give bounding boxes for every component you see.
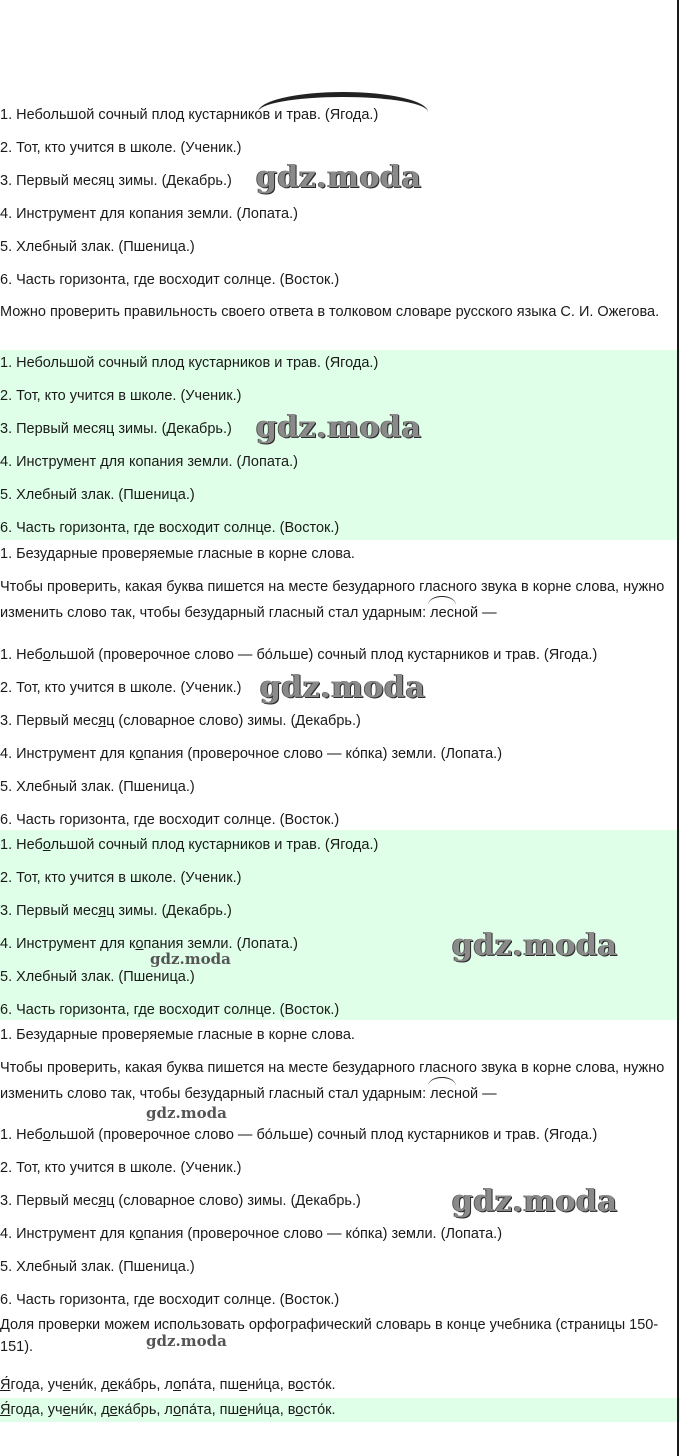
- watermark-logo: gdz.moda: [452, 1184, 618, 1219]
- answer-line-1: 1. Небольшой сочный плод кустарников и трав. (Ягода.): [0, 107, 379, 123]
- answer-line-2: 2. Тот, кто учится в школе. (Ученик.): [0, 680, 242, 696]
- answer-line-3: 3. Первый месяц зимы. (Декабрь.): [0, 173, 232, 189]
- watermark-logo: gdz.moda: [260, 670, 426, 705]
- answer-line-6: 6. Часть горизонта, где восходит солнце. (Восток.): [0, 812, 340, 828]
- answer-line-4: 4. Инструмент для копания земли. (Лопата.): [0, 454, 298, 470]
- answer-line-4: 4. Инструмент для копания (проверочное слово — ко́пка) земли. (Лопата.): [0, 1226, 503, 1242]
- rule-text: Чтобы проверить, какая буква пишется на месте безударного гласного звука в корне слова, нужно изменить слово так, чтобы безударный гласный стал ударным: лесной —: [0, 1055, 672, 1107]
- answer-line-1: 1. Небольшой сочный плод кустарников и трав. (Ягода.): [0, 837, 379, 853]
- answer-line-5: 5. Хлебный злак. (Пшеница.): [0, 487, 195, 503]
- answer-line-2: 2. Тот, кто учится в школе. (Ученик.): [0, 870, 242, 886]
- watermark-logo: gdz.moda: [256, 160, 422, 195]
- answer-line-6: 6. Часть горизонта, где восходит солнце. (Восток.): [0, 1002, 340, 1018]
- answer-line-2: 2. Тот, кто учится в школе. (Ученик.): [0, 388, 242, 404]
- answer-block-highlighted: [0, 350, 680, 540]
- root-mark: лес: [430, 600, 454, 626]
- answer-line-6: 6. Часть горизонта, где восходит солнце. (Восток.): [0, 520, 340, 536]
- answer-line-4: 4. Инструмент для копания (проверочное слово — ко́пка) земли. (Лопата.): [0, 746, 503, 762]
- answer-line-1: 1. Небольшой (проверочное слово — бо́льше) сочный плод кустарников и трав. (Ягода.): [0, 647, 598, 663]
- answer-line-3: 3. Первый месяц зимы. (Декабрь.): [0, 421, 232, 437]
- answer-line-1: 1. Небольшой сочный плод кустарников и трав. (Ягода.): [0, 355, 379, 371]
- right-border-line: [677, 0, 679, 1456]
- answer-line-6: 6. Часть горизонта, где восходит солнце. (Восток.): [0, 1292, 340, 1308]
- rule-title: 1. Безударные проверяемые гласные в корне слова.: [0, 546, 355, 562]
- answer-line-4: 4. Инструмент для копания земли. (Лопата.): [0, 936, 298, 952]
- watermark-logo-small: gdz.moda: [146, 1104, 227, 1122]
- answer-line-3: 3. Первый месяц (словарное слово) зимы. (Декабрь.): [0, 713, 361, 729]
- answer-line-6: 6. Часть горизонта, где восходит солнце. (Восток.): [0, 272, 340, 288]
- top-blank-area: [0, 0, 680, 100]
- answer-words: Я́года, учени́к, дека́брь, лопа́та, пшени́ца, восто́к.: [0, 1377, 336, 1393]
- answer-block-underlined: [0, 830, 680, 1020]
- ozhegov-note: Можно проверить правильность своего ответа в толковом словаре русского языка С. И. Ожегова.: [0, 304, 660, 320]
- answer-line-5: 5. Хлебный злак. (Пшеница.): [0, 239, 195, 255]
- rule-text: Чтобы проверить, какая буква пишется на месте безударного гласного звука в корне слова, нужно изменить слово так, чтобы безударный гласный стал ударным: лесной —: [0, 574, 672, 626]
- answer-line-1: 1. Небольшой (проверочное слово — бо́льше) сочный плод кустарников и трав. (Ягода.): [0, 1127, 598, 1143]
- watermark-logo: gdz.moda: [452, 928, 618, 963]
- watermark-logo: gdz.moda: [256, 410, 422, 445]
- rule-title: 1. Безударные проверяемые гласные в корне слова.: [0, 1027, 355, 1043]
- dictionary-note: Доля проверки можем использовать орфографический словарь в конце учебника (страницы 150-151).: [0, 1317, 659, 1355]
- answer-line-5: 5. Хлебный злак. (Пшеница.): [0, 969, 195, 985]
- answer-block-plain: [0, 100, 680, 300]
- answer-line-3: 3. Первый месяц зимы. (Декабрь.): [0, 903, 232, 919]
- answer-line-5: 5. Хлебный злак. (Пшеница.): [0, 1259, 195, 1275]
- answer-line-2: 2. Тот, кто учится в школе. (Ученик.): [0, 140, 242, 156]
- answer-line-4: 4. Инструмент для копания земли. (Лопата.): [0, 206, 298, 222]
- watermark-logo-small: gdz.moda: [150, 950, 231, 968]
- answer-line-2: 2. Тот, кто учится в школе. (Ученик.): [0, 1160, 242, 1176]
- answer-words-highlighted: [0, 1398, 680, 1422]
- watermark-logo-small: gdz.moda: [146, 1332, 227, 1350]
- answer-words: Я́года, учени́к, дека́брь, лопа́та, пшени́ца, восто́к.: [0, 1402, 336, 1418]
- answer-line-3: 3. Первый месяц (словарное слово) зимы. (Декабрь.): [0, 1193, 361, 1209]
- answer-line-5: 5. Хлебный злак. (Пшеница.): [0, 779, 195, 795]
- root-mark: лес: [430, 1081, 454, 1107]
